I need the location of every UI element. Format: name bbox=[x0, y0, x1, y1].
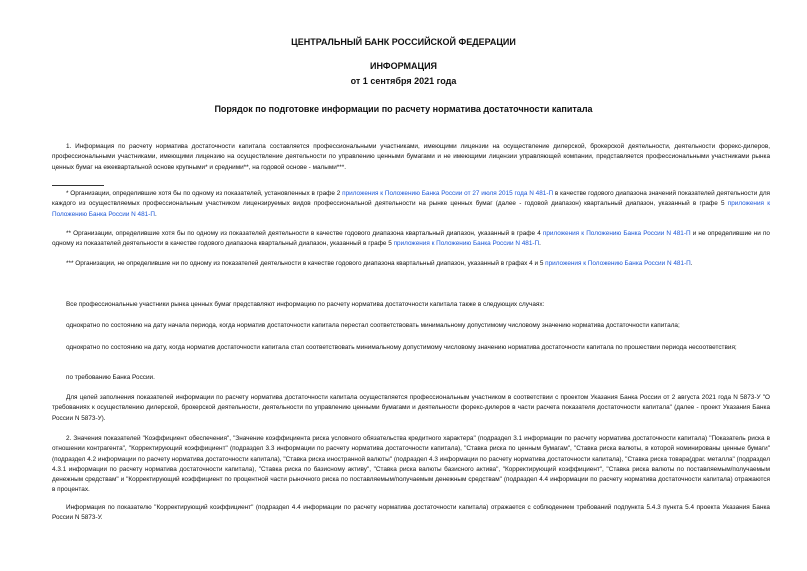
footnote-1-link-2[interactable]: приложения к Положению Банка России N 481-П bbox=[52, 200, 771, 218]
document-type: ИНФОРМАЦИЯ bbox=[369, 61, 438, 71]
footnote-2-link-1[interactable]: приложения к Положению Банка России N 481-П bbox=[542, 230, 691, 237]
paragraph-5: по требованию Банка России. bbox=[66, 374, 155, 381]
footnote-2-link-2[interactable]: приложения к Положению Банка России N 481-П bbox=[393, 240, 540, 248]
document-title: Порядок по подготовке информации по расчету норматива достаточности капитала bbox=[214, 104, 593, 114]
paragraph-4: однократно по состоянию на дату, когда норматив достаточности капитала стал соответствовать минимальному допустимому числовому значению норматива достаточности капитала по прошествии периода несоответствия; bbox=[66, 344, 737, 351]
footnote-1 bbox=[52, 189, 770, 220]
paragraph-6: Для целей заполнения показателей информации по расчету норматива достаточности капитала осуществляется профессиональным участником в соответствии с проектом Указания Банка России от 2 августа 2021 года N 5873-У "О требованиях к осуществлению дилерской, брокерской деятельности, деятельности по управлению ценными бумагами и деятельности форекс-дилеров в части расчета показателя достаточности капитала" (далее - проект Указания Банка России N 5873-У). bbox=[52, 394, 770, 422]
paragraph-3: однократно по состоянию на дату начала периода, когда норматив достаточности капитала перестал соответствовать минимальному допустимому числовому значению норматива достаточности капитала; bbox=[66, 322, 680, 329]
paragraph-1: 1. Информация по расчету норматива достаточности капитала составляется профессиональными участниками, имеющими лицензии на осуществление дилерской, брокерской деятельности, деятельности форекс-дилеров, профессиональными участниками, имеющими лицензию на осуществление деятельности по управлению ценными бумагами и не имеющими лицензии управляющей компании, представляется профессиональными участниками рынка ценных бумаг на ежеквартальной основе крупными* и средними**, на годовой основе - малыми***. bbox=[52, 143, 770, 171]
footnote-1-text-c: . bbox=[154, 210, 157, 218]
footnote-1-text-b: в качестве годового диапазона значений показателей деятельности для каждого из осуществляемых профессиональным участником лицензируемых видов профессиональной деятельности на рынке ценных бумаг (далее - годовой диапазон) квартальный диапазон, указанный в графе 5 bbox=[52, 190, 771, 208]
paragraph-2: Все профессиональные участники рынка ценных бумаг представляют информацию по расчету норматива достаточности капитала также в следующих случаях: bbox=[66, 301, 545, 308]
footnote-1-text-a: * Организации, определившие хотя бы по одному из показателей, установленных в графе 2 bbox=[66, 190, 343, 197]
footnote-3 bbox=[52, 259, 770, 269]
footnote-1-link-1[interactable]: приложения к Положению Банка России от 27 июля 2015 года N 481-П bbox=[342, 190, 554, 197]
footnote-2-text-b: и не определившие ни по одному из показателей деятельности в качестве годового диапазона квартальный диапазон, указанный в графе 5 bbox=[52, 230, 770, 248]
bank-name: ЦЕНТРАЛЬНЫЙ БАНК РОССИЙСКОЙ ФЕДЕРАЦИИ bbox=[291, 37, 516, 47]
footnote-2-text-c: . bbox=[539, 240, 541, 248]
footnote-3-link-1[interactable]: приложения к Положению Банка России N 481-П bbox=[545, 260, 691, 267]
document-date: от 1 сентября 2021 года bbox=[350, 76, 457, 86]
footnote-3-text-a: *** Организации, не определившие ни по одному из показателей деятельности в качестве годового диапазона квартальный диапазон, указанный в графах 4 и 5 bbox=[66, 260, 546, 267]
footnote-divider bbox=[52, 185, 104, 186]
footnote-2 bbox=[52, 229, 770, 250]
footnote-2-text-a: ** Организации, определившие хотя бы по одному из показателей деятельности в качестве годового диапазона квартальный диапазон, указанный в графе 4 bbox=[66, 230, 543, 237]
paragraph-8: Информация по показателю "Корректирующий коэффициент" (подраздел 4.4 информации по расчету норматива достаточности капитала) отражается с соблюдением требований подпункта 5.4.3 пункта 5.4 проекта Указания Банка России N 5873-У. bbox=[52, 504, 770, 522]
paragraph-7: 2. Значения показателей "Коэффициент обеспечения", "Значение коэффициента риска условного обязательства кредитного характера" (подраздел 3.1 информации по расчету норматива достаточности капитала) "Показатель риска в отношении контрагента", "Корректирующий коэффициент" (подраздел 3.3 информации по расчету норматива достаточности капитала), "Ставка риска по ценным бумагам", "Ставка риска валюты, в которой номинированы ценные бумаги" (подраздел 4.2 информации по расчету норматива достаточности капитала), "Ставка риска иностранной валюты" (подраздел 4.3 информации по расчету норматива достаточности капитала), "Ставка риска товара(драг. металла" (подраздел 4.3.1 информации по расчету норматива достаточности капитала), "Ставка риска по базисному активу", "Ставка риска валюты базисного актива", "Корректирующий коэффициент", "Ставка риска валюты по поставляемым/получаемым денежным средствам" и "Корректирующий коэффициент по процентной части рыночного риска по поставляемым/получаемым денежным средствам" (подраздел 4.4 информации по расчету норматива достаточности капитала) отражаются в процентах. bbox=[52, 435, 770, 494]
footnote-3-text-b: . bbox=[690, 260, 693, 267]
